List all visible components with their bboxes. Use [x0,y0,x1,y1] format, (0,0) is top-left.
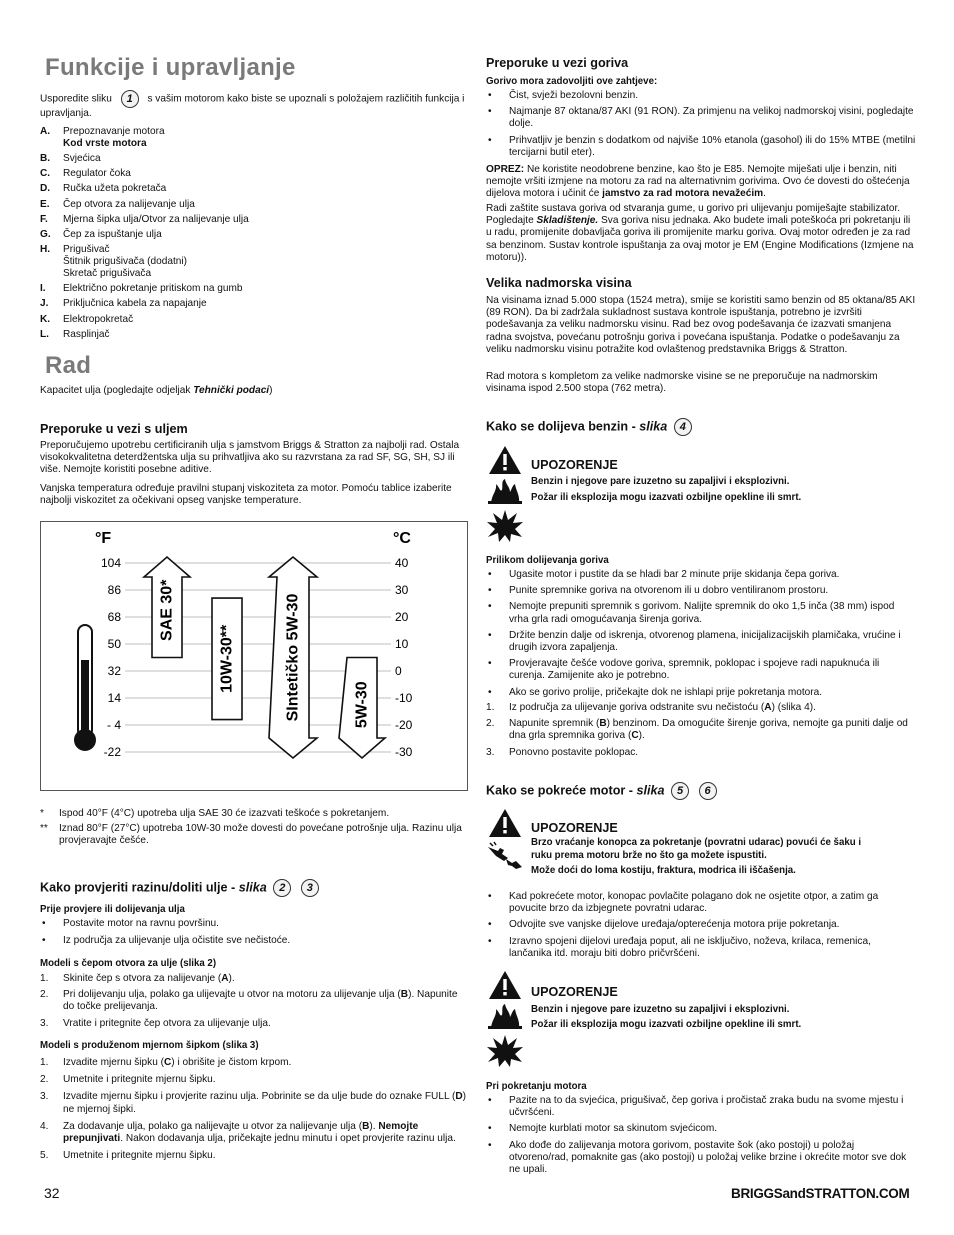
cap-models-steps [40,973,468,1034]
celsius-tick: -30 [395,745,413,759]
warning-line: Benzin i njegove pare izuzetno su zapaljivi i eksplozivni. [531,1004,790,1015]
fahrenheit-tick: 14 [107,691,121,705]
fahrenheit-tick: - 4 [106,718,121,732]
fahrenheit-tick: -22 [103,745,121,759]
feature-item: B. Svjećica [40,153,101,165]
feature-item: C. Regulator čoka [40,168,131,180]
caution-paragraph: OPREZ: Ne koristite neodobrene benzine, kao što je E85. Nemojte miješati ulje i benzin, niti nemojte vršiti izmjene na motoru za rad na alternativnim gorivima. Ovo će dovesti do oštećenja dijelova motora i učinit će jamstvo za rad motora nevažećim. [486,164,910,200]
oil-paragraph-1: Preporučujemo upotrebu certificiranih ulja s jamstvom Briggs & Stratton za najbolji rad. Ostala visokokvalitetna deterdžentska ulja su prihvatljiva ako su razvrstana za rad SF, SG, SH, SJ ili više. Nemojte koristiti posebne aditive. [40,440,460,476]
list-item: • Ugasite motor i pustite da se hladi bar 2 minute prije skidanja čepa goriva. [488,569,840,580]
fire-icon [488,1003,522,1029]
list-item: • Ako se gorivo prolije, pričekajte dok ne ishlapi prije pokretanja motora. [488,686,823,698]
feature-item: F. Mjerna šipka ulja/Otvor za nalijevanje ulja [40,213,249,225]
list-item: • Postavite motor na ravnu površinu. [42,918,219,929]
footnote: ** Iznad 80°F (27°C) upotreba 10W-30 može dovesti do povećane potrošnje ulja. Razinu ulja provjeravajte češće. [40,823,462,847]
before-check-title: Prije provjere ili dolijevanja ulja [40,904,185,915]
brand-url: BRIGGSandSTRATTON.COM [731,1186,910,1201]
list-item: • Nemojte kurblati motor sa skinutom svjećicom. [488,1123,718,1135]
figure-ref-badge: 1 [121,90,139,108]
start-engine-heading: Kako se pokreće motor - slika 5 6 [486,782,717,800]
numbered-step: 5. Umetnite i pritegnite mjernu šipku. [40,1150,216,1162]
list-item: • Odvojite sve vanjske dijelove uređaja/opterećenja motora prije pokretanja. [488,919,840,931]
figure-ref-badge: 2 [273,879,291,897]
numbered-step: 2. Pri dolijevanju ulja, polako ga ulijevajte u otvor na motoru za ulijevanje ulja (B). Napunite do točke prelijevanja. [40,989,458,1013]
feature-item: K. Elektropokretač [40,313,134,325]
when-starting-title: Pri pokretanju motora [486,1081,587,1092]
warning-triangle-icon [488,808,522,838]
fahrenheit-tick: 86 [107,583,121,597]
high-altitude-paragraph-2: Rad motora s kompletom za velike nadmorske visine se ne preporučuje na nadmorskim visinama ispod 2.500 stopa (762 metra). [486,371,878,395]
viscosity-bar-label: SAE 30* [158,579,176,641]
celsius-tick: -10 [395,691,413,705]
figure-ref-badge: 5 [671,782,689,800]
list-item: • Nemojte prepuniti spremnik s gorivom. Nalijte spremnik do oko 1,5 inča (38 mm) ispod vrha grla radi omogućavanja širenja goriva. [488,601,895,625]
when-starting-list [486,1095,916,1180]
warning-title: UPOZORENJE [531,985,618,999]
figure-ref-badge: 3 [301,879,319,897]
numbered-step: 3. Vratite i pritegnite čep otvora za ulijevanje ulja. [40,1017,271,1029]
list-item: • Čist, svježi bezolovni benzin. [488,90,639,101]
feature-item: L. Rasplinjač [40,328,110,340]
list-item: • Izravno spojeni dijelovi uređaja poput, ali ne isključivo, noževa, krilaca, remenica, lančanika itd. moraju biti dobro pričvršćeni. [488,935,871,959]
explosion-icon [486,1034,524,1068]
warning-kickback-block [486,808,916,888]
list-item: • Najmanje 87 oktana/87 AKI (91 RON). Za primjenu na velikoj nadmorskoj visini, pogledajte dolje. [488,106,914,130]
list-item: • Provjeravajte češće vodove goriva, spremnik, poklopac i spojeve radi napuknuća ili curenja. Zamijenite ako je potrebno. [488,658,880,682]
when-adding-fuel-list [486,569,916,703]
feature-item: J. Priključnica kabela za napajanje [40,298,207,310]
kickback-hand-icon [486,841,526,871]
features-list [40,126,468,344]
warning-triangle-icon [488,445,522,475]
viscosity-bar-label: SIntetičko 5W-30 [284,593,302,722]
thermometer-fill [81,660,89,738]
warning-title: UPOZORENJE [531,821,618,835]
warning-line: Požar ili eksplozija mogu izazvati ozbiljne opekline ili smrt. [531,492,802,503]
oil-viscosity-chart-svg [41,522,467,790]
celsius-tick: 0 [395,664,402,678]
page-number: 32 [44,1185,60,1201]
high-altitude-heading: Velika nadmorska visina [486,276,632,290]
warning-title: UPOZORENJE [531,458,618,472]
list-item: • Držite benzin dalje od iskrenja, otvorenog plamena, inicijalizacijskih plamičaka, vrućine i drugih izvora zapaljenja. [488,629,901,654]
fahrenheit-label: °F [95,530,112,547]
figure-ref-badge: 6 [699,782,717,800]
oil-recommendations-heading: Preporuke u vezi s uljem [40,422,188,436]
figure-ref-badge: 4 [674,418,692,436]
numbered-step: 4. Za dodavanje ulja, polako ga nalijevajte u otvor za nalijevanje ulja (B). Nemojte prepunjivati. Nakon dodavanja ulja, pričekajte jednu minutu i opet provjerite razinu ulja. [40,1120,456,1145]
celsius-tick: 30 [395,583,409,597]
warning-line: Benzin i njegove pare izuzetno su zapaljivi i eksplozivni. [531,476,790,487]
numbered-step: 3. Ponovno postavite poklopac. [486,746,639,758]
fahrenheit-tick: 50 [107,637,121,651]
before-check-list [40,918,468,952]
add-fuel-steps [486,702,916,763]
warning-triangle-icon [488,970,522,1000]
dipstick-models-title: Modeli s produženom mjernom šipkom (slika 3) [40,1040,259,1051]
dipstick-models-steps [40,1057,468,1167]
features-intro: Usporedite sliku 1 s vašim motorom kako biste se upoznali s položajem različitih funkcija i upravljanja. [40,90,468,120]
cap-models-title: Modeli s čepom otvora za ulje (slika 2) [40,958,217,969]
feature-item: D. Ručka užeta pokretača [40,183,167,195]
fahrenheit-tick: 32 [107,664,121,678]
celsius-tick: 10 [395,637,409,651]
chart-footnotes [40,808,468,851]
fahrenheit-tick: 104 [100,556,121,570]
numbered-step: 1. Izvadite mjernu šipku (C) i obrišite je čistom krpom. [40,1057,292,1068]
list-item: • Kad pokrećete motor, konopac povlačite polagano dok ne osjetite otpor, a zatim ga povucite brzo da izbjegnete povratni udarac. [488,891,879,915]
fire-icon [488,478,522,504]
high-altitude-paragraph-1: Na visinama iznad 5.000 stopa (1524 metra), smije se koristiti samo benzin od 85 oktana/85 AKI (89 RON). Da bi zadržala sukladnost sustava kontrole ispuštanja, potrebno je izvršiti podešavanja za veliku nadmorsku visinu. Rad bez ovog podešavanja će izazvati smanjena radna svojstva, povećanu potrošnju goriva i povećana ispuštanja. Podatke o podešavanju za veliku nadmorsku visinu potražite kod ovlaštenog predstavnika Briggs & Stratton. [486,295,916,355]
feature-item: H. Prigušivač Štitnik prigušivača (dodatni) Skretač prigušivača [40,243,187,280]
celsius-label: °C [393,530,411,547]
numbered-step: 1. Iz područja za ulijevanje goriva odstranite svu nečistoću (A) (slika 4). [486,702,816,713]
oil-capacity-note: Kapacitet ulja (pogledajte odjeljak Tehnički podaci) [40,385,273,396]
list-item: • Ako dođe do zalijevanja motora gorivom, postavite šok (ako postoji) u položaj otvoreno/rad, pomaknite gas (ako postoji) u položaj velike brzine i okrećite motor sve dok ne upali. [488,1139,907,1176]
oil-viscosity-chart [40,521,468,791]
celsius-tick: 20 [395,610,409,624]
stabilizer-paragraph: Radi zaštite sustava goriva od stvaranja gume, u gorivo pri ulijevanju pomiješajte stabilizator. Pogledajte Skladištenje. Sva goriva nisu jednaka. Ako budete imali poteškoća pri pokretanju ili u radu, promijenite dobavljača goriva ili promijenite marku goriva. Ovaj motor određen je za rad sa benzinom. Sustav kontrole ispuštanja za ovaj motor je EM (Engine Modifications (Izmjene na motoru)). [486,203,914,263]
list-item: • Iz područja za ulijevanje ulja očistite sve nečistoće. [42,935,291,947]
celsius-tick: 40 [395,556,409,570]
footnote: * Ispod 40°F (4°C) upotreba ulja SAE 30 će izazvati teškoće s pokretanjem. [40,808,390,819]
numbered-step: 2. Napunite spremnik (B) benzinom. Da omogućite širenje goriva, nemojte ga puniti dalje od dna grla spremnika goriva (C). [486,718,908,742]
fuel-recommendations-heading: Preporuke u vezi goriva [486,56,629,70]
feature-item: G. Čep za ispuštanje ulja [40,228,162,240]
warning-fuel-block [486,445,916,545]
warning-line: Požar ili eksplozija mogu izazvati ozbiljne opekline ili smrt. [531,1019,802,1030]
viscosity-bar-label: 10W-30** [218,624,236,693]
fahrenheit-tick: 68 [107,610,121,624]
numbered-step: 2. Umetnite i pritegnite mjernu šipku. [40,1074,216,1086]
section-title-features: Funkcije i upravljanje [45,54,296,81]
numbered-step: 1. Skinite čep s otvora za nalijevanje (A). [40,973,235,984]
feature-item: E. Čep otvora za nalijevanje ulja [40,198,195,210]
list-item: • Pazite na to da svjećica, prigušivač, čep goriva i pročistač zraka budu na svome mjestu i učvršćeni. [488,1095,904,1119]
list-item: • Prihvatljiv je benzin s dodatkom od najviše 10% etanola (gasohol) ili do 15% MTBE (metilni tercijarni butil eter). [488,134,916,158]
section-title-operation: Rad [45,352,92,379]
warning-fuel-block-2 [486,970,916,1070]
start-precautions-list [486,891,916,964]
fuel-requirements-title: Gorivo mora zadovoljiti ove zahtjeve: [486,76,658,87]
celsius-tick: -20 [395,718,413,732]
check-oil-heading: Kako provjeriti razinu/doliti ulje - slika 2 3 [40,879,319,897]
fuel-requirements-list [486,90,916,163]
viscosity-bar-label: 5W-30 [353,681,371,729]
add-fuel-heading: Kako se dolijeva benzin - slika 4 [486,418,692,436]
numbered-step: 3. Izvadite mjernu šipku i provjerite razinu ulja. Pobrinite se da ulje bude do oznake FULL (D) ne mjernoj šipki. [40,1091,467,1115]
warning-line: Brzo vraćanje konopca za pokretanje (povratni udarac) povući će šaku i ruku prema motoru brže no što ga možete ispustiti. [531,837,862,861]
when-adding-fuel-title: Prilikom dolijevanja goriva [486,555,609,566]
oil-paragraph-2: Vanjska temperatura određuje pravilni stupanj viskoziteta za motor. Pomoću tablice izaberite najbolji viskozitet za očekivani opseg vanjske temperature. [40,483,452,507]
explosion-icon [486,509,524,543]
list-item: • Punite spremnike goriva na otvorenom ili u dobro ventiliranom prostoru. [488,585,829,597]
feature-item: I. Električno pokretanje pritiskom na gumb [40,283,243,295]
warning-line: Može doći do loma kostiju, fraktura, modrica ili iščašenja. [531,865,796,876]
feature-item: A. Prepoznavanje motora Kod vrste motora [40,126,165,150]
